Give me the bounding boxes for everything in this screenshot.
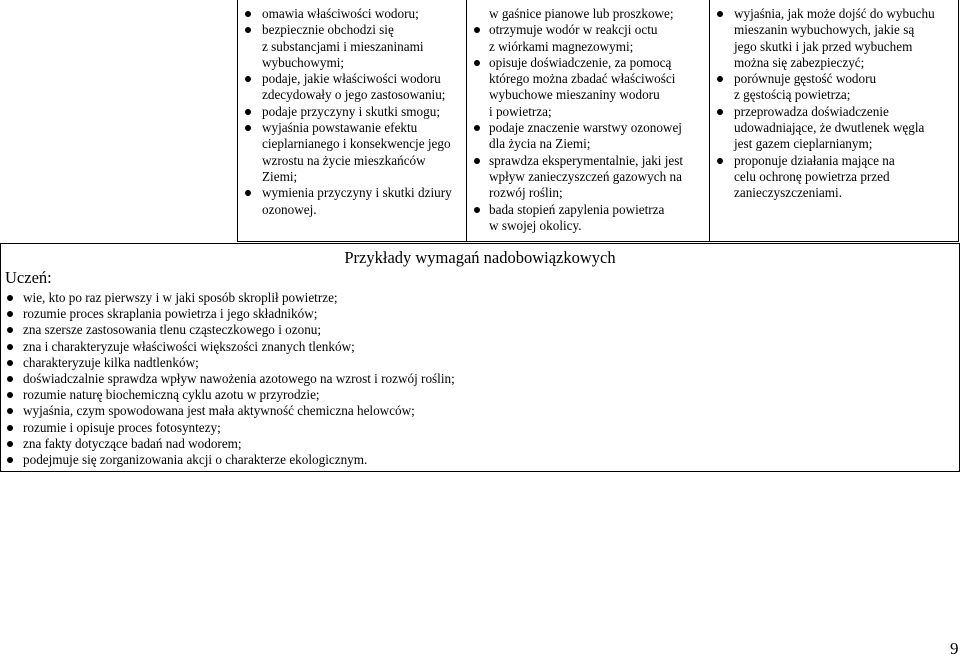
list-item-continuation: mieszanin wybuchowych, jakie są bbox=[734, 22, 915, 38]
page-number: 9 bbox=[950, 639, 959, 658]
list-item: omawia właściwości wodoru; bbox=[240, 6, 464, 22]
list-item: bezpiecznie obchodzi się bbox=[240, 22, 464, 38]
list-item-continuation: ozonowej. bbox=[262, 201, 317, 217]
requirements-list-column-1 bbox=[240, 6, 464, 218]
requirements-table-top bbox=[237, 0, 959, 242]
list-item-continuation: zdecydowały o jego zastosowaniu; bbox=[262, 87, 446, 103]
list-item: wyjaśnia powstawanie efektu bbox=[240, 120, 464, 136]
list-item: rozumie naturę biochemiczną cyklu azotu w przyrodzie; bbox=[3, 387, 903, 403]
list-item-continuation: w swojej okolicy. bbox=[489, 217, 582, 233]
list-item: proponuje działania mające na bbox=[712, 153, 956, 169]
table-cell-column-3 bbox=[710, 0, 958, 241]
list-item: podaje, jakie właściwości wodoru bbox=[240, 71, 464, 87]
list-item-continuation: udowadniające, że dwutlenek węgla bbox=[734, 120, 925, 136]
list-item-continuation: z substancjami i mieszaninami bbox=[262, 38, 424, 54]
list-item-continuation: w gaśnice pianowe lub proszkowe; bbox=[489, 6, 674, 21]
list-item: opisuje doświadczenie, za pomocą bbox=[469, 55, 709, 71]
list-item: zna i charakteryzuje właściwości większości znanych tlenków; bbox=[3, 339, 903, 355]
list-item-continuation: wybuchowymi; bbox=[262, 54, 345, 70]
requirements-list-column-2 bbox=[469, 6, 709, 234]
table-cell-column-2 bbox=[467, 0, 710, 241]
list-item: zna szersze zastosowania tlenu cząsteczkowego i ozonu; bbox=[3, 322, 903, 338]
list-item: porównuje gęstość wodoru bbox=[712, 71, 956, 87]
list-item: przeprowadza doświadczenie bbox=[712, 104, 956, 120]
list-item: rozumie proces skraplania powietrza i jego składników; bbox=[3, 306, 903, 322]
list-item-continuation: wpływ zanieczyszczeń gazowych na bbox=[489, 168, 682, 184]
student-label: Uczeń: bbox=[5, 268, 52, 287]
list-item: wie, kto po raz pierwszy i w jaki sposób skroplił powietrze; bbox=[3, 290, 903, 306]
list-item-continuation: zanieczyszczeniami. bbox=[734, 185, 842, 201]
list-item-continuation: z wiórkami magnezowymi; bbox=[489, 38, 634, 54]
table-cell-column-1 bbox=[238, 0, 467, 241]
list-item: bada stopień zapylenia powietrza bbox=[469, 202, 709, 218]
additional-requirements-box bbox=[0, 243, 960, 472]
list-item: charakteryzuje kilka nadtlenków; bbox=[3, 355, 903, 371]
list-item-continuation: rozwój roślin; bbox=[489, 185, 563, 201]
list-item: otrzymuje wodór w reakcji octu bbox=[469, 22, 709, 38]
list-item-continuation: celu ochronę powietrza przed bbox=[734, 168, 890, 184]
list-item-continuation: i powietrza; bbox=[489, 103, 552, 119]
additional-requirements-list bbox=[3, 290, 903, 468]
list-item: podaje przyczyny i skutki smogu; bbox=[240, 104, 464, 120]
list-item: wyjaśnia, czym spowodowana jest mała aktywność chemiczna helowców; bbox=[3, 403, 903, 419]
list-item-continuation: wybuchowe mieszaniny wodoru bbox=[489, 87, 660, 103]
list-item: podaje znaczenie warstwy ozonowej bbox=[469, 120, 709, 136]
list-item: zna fakty dotyczące badań nad wodorem; bbox=[3, 436, 903, 452]
list-item: sprawdza eksperymentalnie, jaki jest bbox=[469, 153, 709, 169]
list-item-continuation: jest gazem cieplarnianym; bbox=[734, 136, 873, 152]
requirements-list-column-3 bbox=[712, 6, 956, 202]
list-item-continuation: można się zabezpieczyć; bbox=[734, 54, 865, 70]
list-item: wymienia przyczyny i skutki dziury bbox=[240, 185, 464, 201]
list-item-continuation: dla życia na Ziemi; bbox=[489, 136, 591, 152]
list-item-continuation: cieplarnianego i konsekwencje jego bbox=[262, 136, 451, 152]
list-item-continuation: z gęstością powietrza; bbox=[734, 87, 851, 103]
list-item: rozumie i opisuje proces fotosyntezy; bbox=[3, 420, 903, 436]
list-item-continuation: wzrostu na życie mieszkańców Ziemi; bbox=[262, 152, 426, 184]
list-item: wyjaśnia, jak może dojść do wybuchu bbox=[712, 6, 956, 22]
list-item-continuation: jego skutki i jak przed wybuchem bbox=[734, 38, 913, 54]
list-item: podejmuje się zorganizowania akcji o charakterze ekologicznym. bbox=[3, 452, 903, 468]
list-item-continuation: którego można zbadać właściwości bbox=[489, 71, 676, 87]
section-title: Przykłady wymagań nadobowiązkowych bbox=[344, 248, 616, 267]
list-item: doświadczalnie sprawdza wpływ nawożenia azotowego na wzrost i rozwój roślin; bbox=[3, 371, 903, 387]
